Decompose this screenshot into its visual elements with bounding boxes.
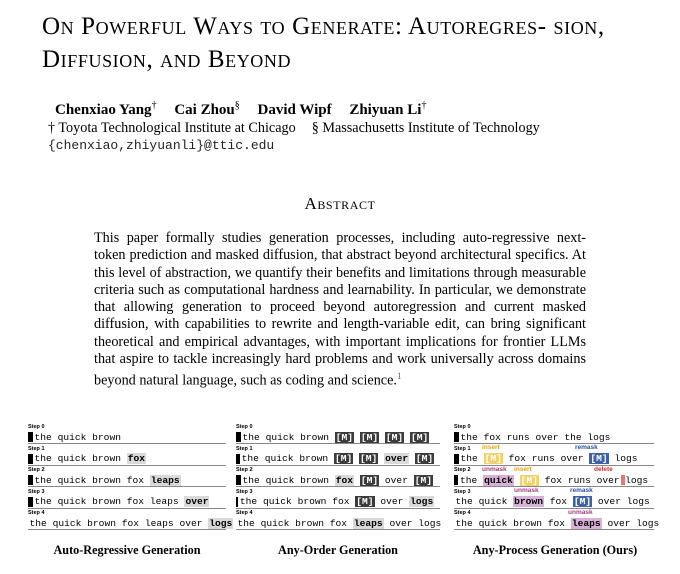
token-sequence	[236, 453, 440, 466]
token-sequence	[236, 431, 440, 444]
token-sequence	[236, 517, 440, 530]
token: runs	[506, 431, 530, 443]
abstract-text: This paper formally studies generation processes, including auto-regressive next-token prediction and masked diffusion, that abstract beyond architectural specifics. At this level of abstraction, we quantify their benefits and limitations through measurable criteria such as computational hardness and learnability. In particular, we demonstrate that allowing generation to proceed beyond autoregression and current masked diffusion, with capabilities to rewrite and length-variable edit, can bring significant theoretical and empirical advantages, with important implications for frontier LLMs that aspire to tackle increasingly hard problems and work universally across domains beyond natural language, such as coding and science.	[94, 230, 586, 390]
token: fox	[547, 517, 566, 529]
author-name: David Wipf	[257, 102, 332, 118]
token: leaps	[144, 517, 174, 529]
autoregressive-panel	[28, 424, 233, 532]
mask-token: [M]	[360, 474, 379, 486]
remasked-token: [M]	[590, 453, 608, 464]
token: logs	[625, 474, 649, 486]
unmasked-token: quick	[484, 474, 513, 486]
token-sequence	[236, 496, 440, 509]
step-label: Step 3	[454, 488, 471, 495]
mask-token: [M]	[414, 474, 433, 486]
step-label: Step 1	[236, 445, 253, 452]
step-label: Step 4	[28, 510, 45, 516]
caption-autoregressive: Auto-Regressive Generation	[53, 543, 201, 557]
token: fox	[121, 517, 140, 529]
step-row	[236, 489, 440, 511]
step-label: Step 2	[454, 467, 471, 473]
token-sequence	[454, 431, 654, 444]
token: over	[380, 496, 404, 507]
new-token: fox	[335, 474, 354, 486]
cursor-marker	[28, 497, 33, 507]
step-row	[28, 446, 226, 468]
token: quick	[57, 431, 87, 443]
token: brown	[299, 453, 329, 464]
remask-op-label: remask	[575, 444, 598, 451]
author-mark: †	[151, 100, 157, 111]
new-token: leaps	[353, 517, 383, 529]
token: the	[242, 474, 260, 486]
contact-email: {chenxiao,zhiyuanli}@ttic.edu	[48, 138, 275, 153]
token: brown	[513, 517, 542, 529]
token: the	[455, 517, 473, 529]
author-list	[55, 100, 440, 119]
token: quick	[265, 431, 295, 443]
author	[258, 102, 332, 118]
token: brown	[92, 453, 121, 464]
caption-any-process: Any-Process Generation (Ours)	[472, 543, 638, 557]
token: fox	[126, 496, 145, 507]
token: the	[34, 453, 52, 464]
mask-token: [M]	[335, 431, 354, 443]
mask-token: [M]	[356, 496, 374, 507]
token: fox	[549, 496, 568, 507]
step-row	[28, 467, 226, 489]
affiliations	[48, 120, 540, 137]
remasked-token: [M]	[573, 496, 592, 507]
new-token: leaps	[150, 474, 180, 486]
abstract-heading: Abstract	[304, 194, 376, 213]
step-label: Step 0	[454, 424, 471, 430]
token: the	[239, 496, 258, 507]
token: fox	[544, 474, 563, 486]
new-token: over	[185, 496, 209, 507]
token: over	[535, 431, 559, 443]
cursor-marker	[454, 432, 459, 442]
cursor-marker	[454, 454, 459, 464]
token: the	[455, 496, 473, 507]
step-row	[454, 467, 654, 489]
unmasked-token: leaps	[571, 517, 601, 529]
token: logs	[626, 496, 650, 507]
token: the	[34, 431, 52, 443]
step-row	[236, 446, 440, 468]
token: the	[459, 474, 478, 486]
token: fox	[332, 496, 350, 507]
token-sequence	[28, 517, 233, 530]
cursor-marker	[236, 497, 238, 507]
token: fox	[126, 474, 145, 486]
token: logs	[587, 431, 611, 443]
mask-token: [M]	[385, 431, 404, 443]
token: the	[564, 431, 582, 443]
cursor-marker	[236, 454, 240, 464]
token: quick	[57, 453, 87, 464]
insert-op-label: insert	[482, 444, 500, 451]
any-process-panel	[454, 424, 660, 532]
cursor-marker	[236, 432, 241, 442]
token: quick	[57, 474, 87, 486]
token: the	[460, 431, 478, 443]
token: brown	[92, 431, 121, 443]
cursor-marker	[236, 475, 241, 485]
token: the	[241, 453, 259, 464]
author	[55, 102, 157, 118]
token: logs	[418, 517, 442, 529]
step-label: Step 2	[28, 467, 45, 473]
abstract-body	[94, 230, 586, 390]
token: fox	[483, 431, 501, 443]
token-sequence	[454, 453, 654, 466]
token: quick	[52, 517, 82, 529]
cursor-marker	[28, 475, 33, 485]
token: fox	[508, 453, 526, 464]
insert-op-label: insert	[514, 465, 532, 473]
unmasked-token: brown	[514, 496, 543, 507]
mask-token: [M]	[360, 431, 379, 443]
token: over	[607, 517, 631, 529]
step-row	[236, 424, 440, 446]
footnote-mark: 1	[396, 371, 402, 382]
step-row	[454, 508, 660, 532]
step-label: Step 4	[454, 510, 471, 516]
token: the	[460, 453, 478, 464]
cursor-marker	[28, 454, 33, 464]
mask-token: [M]	[415, 453, 434, 464]
author-name: Zhiyuan Li	[349, 102, 422, 118]
step-label: Step 1	[28, 445, 45, 452]
token: over	[597, 496, 621, 507]
step-row	[236, 510, 440, 532]
mask-token: [M]	[411, 431, 429, 443]
token: quick	[264, 453, 294, 464]
token-sequence	[28, 474, 226, 487]
token: brown	[92, 496, 121, 507]
token-sequence	[28, 431, 226, 444]
token: brown	[295, 517, 324, 529]
token: fox	[329, 517, 348, 529]
token: quick	[478, 496, 508, 507]
author-name: Cai Zhou	[174, 102, 235, 118]
step-row	[454, 489, 654, 511]
token: over	[596, 474, 620, 486]
step-row	[28, 489, 226, 511]
token: quick	[478, 517, 508, 529]
new-token: over	[385, 453, 409, 464]
author-name: Chenxiao Yang	[55, 102, 152, 118]
token-sequence	[454, 474, 654, 487]
token: runs	[531, 453, 555, 464]
token: quick	[260, 517, 290, 529]
step-row	[28, 510, 233, 532]
token: quick	[57, 496, 87, 507]
token: the	[237, 517, 255, 529]
author-mark: §	[234, 100, 240, 111]
token-sequence	[454, 517, 660, 530]
token-sequence	[236, 474, 440, 487]
token: the	[29, 517, 47, 529]
step-label: Step 1	[454, 445, 471, 452]
delete-op-label: delete	[594, 465, 613, 473]
token: the	[242, 431, 260, 443]
token: logs	[636, 517, 660, 529]
affiliation-mit: § Massachusetts Institute of Technology	[311, 120, 540, 136]
any-order-panel	[236, 424, 440, 532]
token: quick	[263, 496, 292, 507]
unmask-op-label: unmask	[568, 508, 593, 516]
step-label: Step 4	[236, 510, 253, 516]
mask-token: [M]	[360, 453, 378, 464]
token: leaps	[149, 496, 179, 507]
token: the	[34, 474, 52, 486]
token: brown	[87, 517, 116, 529]
token: brown	[92, 474, 121, 486]
token: over	[389, 517, 413, 529]
paper-title: On Powerful Ways to Generate: Autoregres- sion, Diffusion, and Beyond	[42, 13, 605, 73]
token: over	[384, 474, 408, 486]
token: over	[560, 453, 584, 464]
step-label: Step 0	[236, 424, 253, 430]
remask-op-label: remask	[570, 487, 593, 494]
token: the	[34, 496, 52, 507]
step-row	[454, 446, 654, 468]
token: runs	[567, 474, 591, 486]
new-token: fox	[127, 453, 146, 464]
author	[174, 102, 239, 118]
step-label: Step 3	[236, 488, 253, 495]
new-token: logs	[209, 517, 233, 529]
step-row	[236, 467, 440, 489]
token: quick	[265, 474, 295, 486]
token: logs	[614, 453, 638, 464]
step-label: Step 0	[28, 424, 45, 430]
cursor-marker	[454, 475, 458, 485]
token: brown	[297, 496, 327, 507]
unmask-op-label: unmask	[482, 465, 507, 473]
author	[349, 102, 426, 118]
token-sequence	[28, 496, 226, 509]
step-row	[454, 424, 654, 446]
caption-any-order: Any-Order Generation	[278, 543, 398, 557]
unmask-op-label: unmask	[514, 487, 539, 494]
step-label: Step 3	[28, 488, 45, 495]
step-row	[28, 424, 226, 446]
token-sequence	[454, 496, 654, 509]
token-sequence	[28, 453, 226, 466]
cursor-marker	[28, 432, 33, 442]
new-token: logs	[410, 496, 434, 507]
inserted-mask-token: [M]	[520, 474, 538, 486]
step-label: Step 2	[236, 467, 253, 473]
author-mark: †	[421, 100, 427, 111]
token: brown	[300, 474, 329, 486]
mask-token: [M]	[334, 453, 353, 464]
affiliation-ttic: † Toyota Technological Institute at Chicago	[48, 120, 296, 136]
token: over	[179, 517, 203, 529]
inserted-mask-token: [M]	[484, 453, 502, 464]
token: brown	[300, 431, 329, 443]
